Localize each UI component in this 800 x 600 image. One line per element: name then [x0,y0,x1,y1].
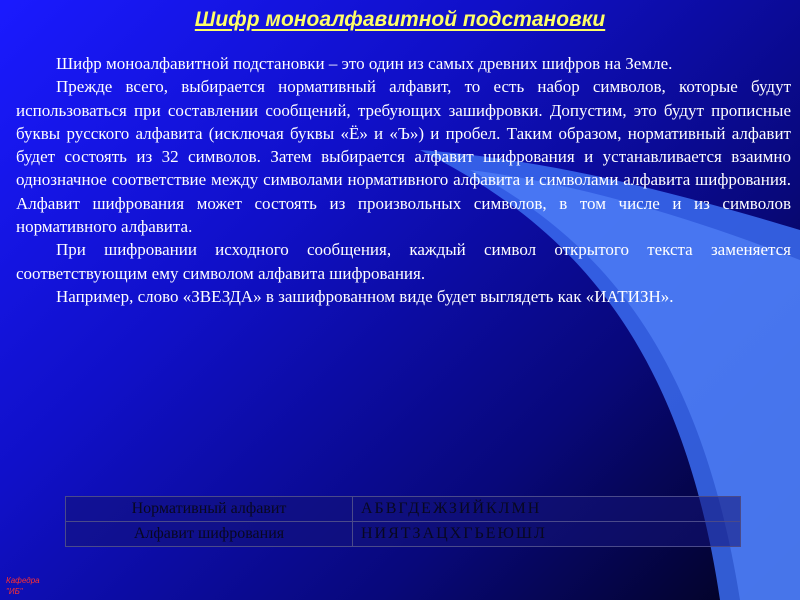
paragraph-1: Шифр моноалфавитной подстановки – это один из самых древних шифров на Земле. [56,54,673,73]
paragraph-2: Прежде всего, выбирается нормативный алфавит, то есть набор символов, которые будут использоваться при составлении сообщений, требующих зашифровки. Допустим, это будут прописные буквы русского алфавита (исключая буквы «Ё» и «Ъ») и пробел. Таким образом, нормативный алфавит будет состоять из 32 символов. Затем выбирается алфавит шифрования и устанавливается взаимно однозначное соответствие между символами нормативного алфавита и символами алфавита шифрования. Алфавит шифрования может состоять из произвольных символов, в том числе и из символов нормативного алфавита. [16,77,791,237]
footer-line-2: "ИБ" [6,587,23,596]
paragraph-3: При шифровании исходного сообщения, каждый символ открытого текста заменяется соответствующим ему символом алфавита шифрования. [16,240,791,283]
row-label-normative: Нормативный алфавит [66,497,353,522]
row-value-cipher: НИЯТЗАЦХГЬЕЮШЛ [353,522,741,547]
department-footer [6,575,40,597]
row-value-normative: АБВГДЕЖЗИЙКЛМН [353,497,741,522]
footer-line-1: Кафедра [6,576,40,585]
table-row [66,522,741,547]
alphabet-table [65,496,741,547]
row-label-cipher: Алфавит шифрования [66,522,353,547]
table-row [66,497,741,522]
slide-title: Шифр моноалфавитной подстановки [194,8,606,31]
body-text [16,52,791,308]
paragraph-4: Например, слово «ЗВЕЗДА» в зашифрованном виде будет выглядеть как «ИАТИЗН». [56,286,674,306]
